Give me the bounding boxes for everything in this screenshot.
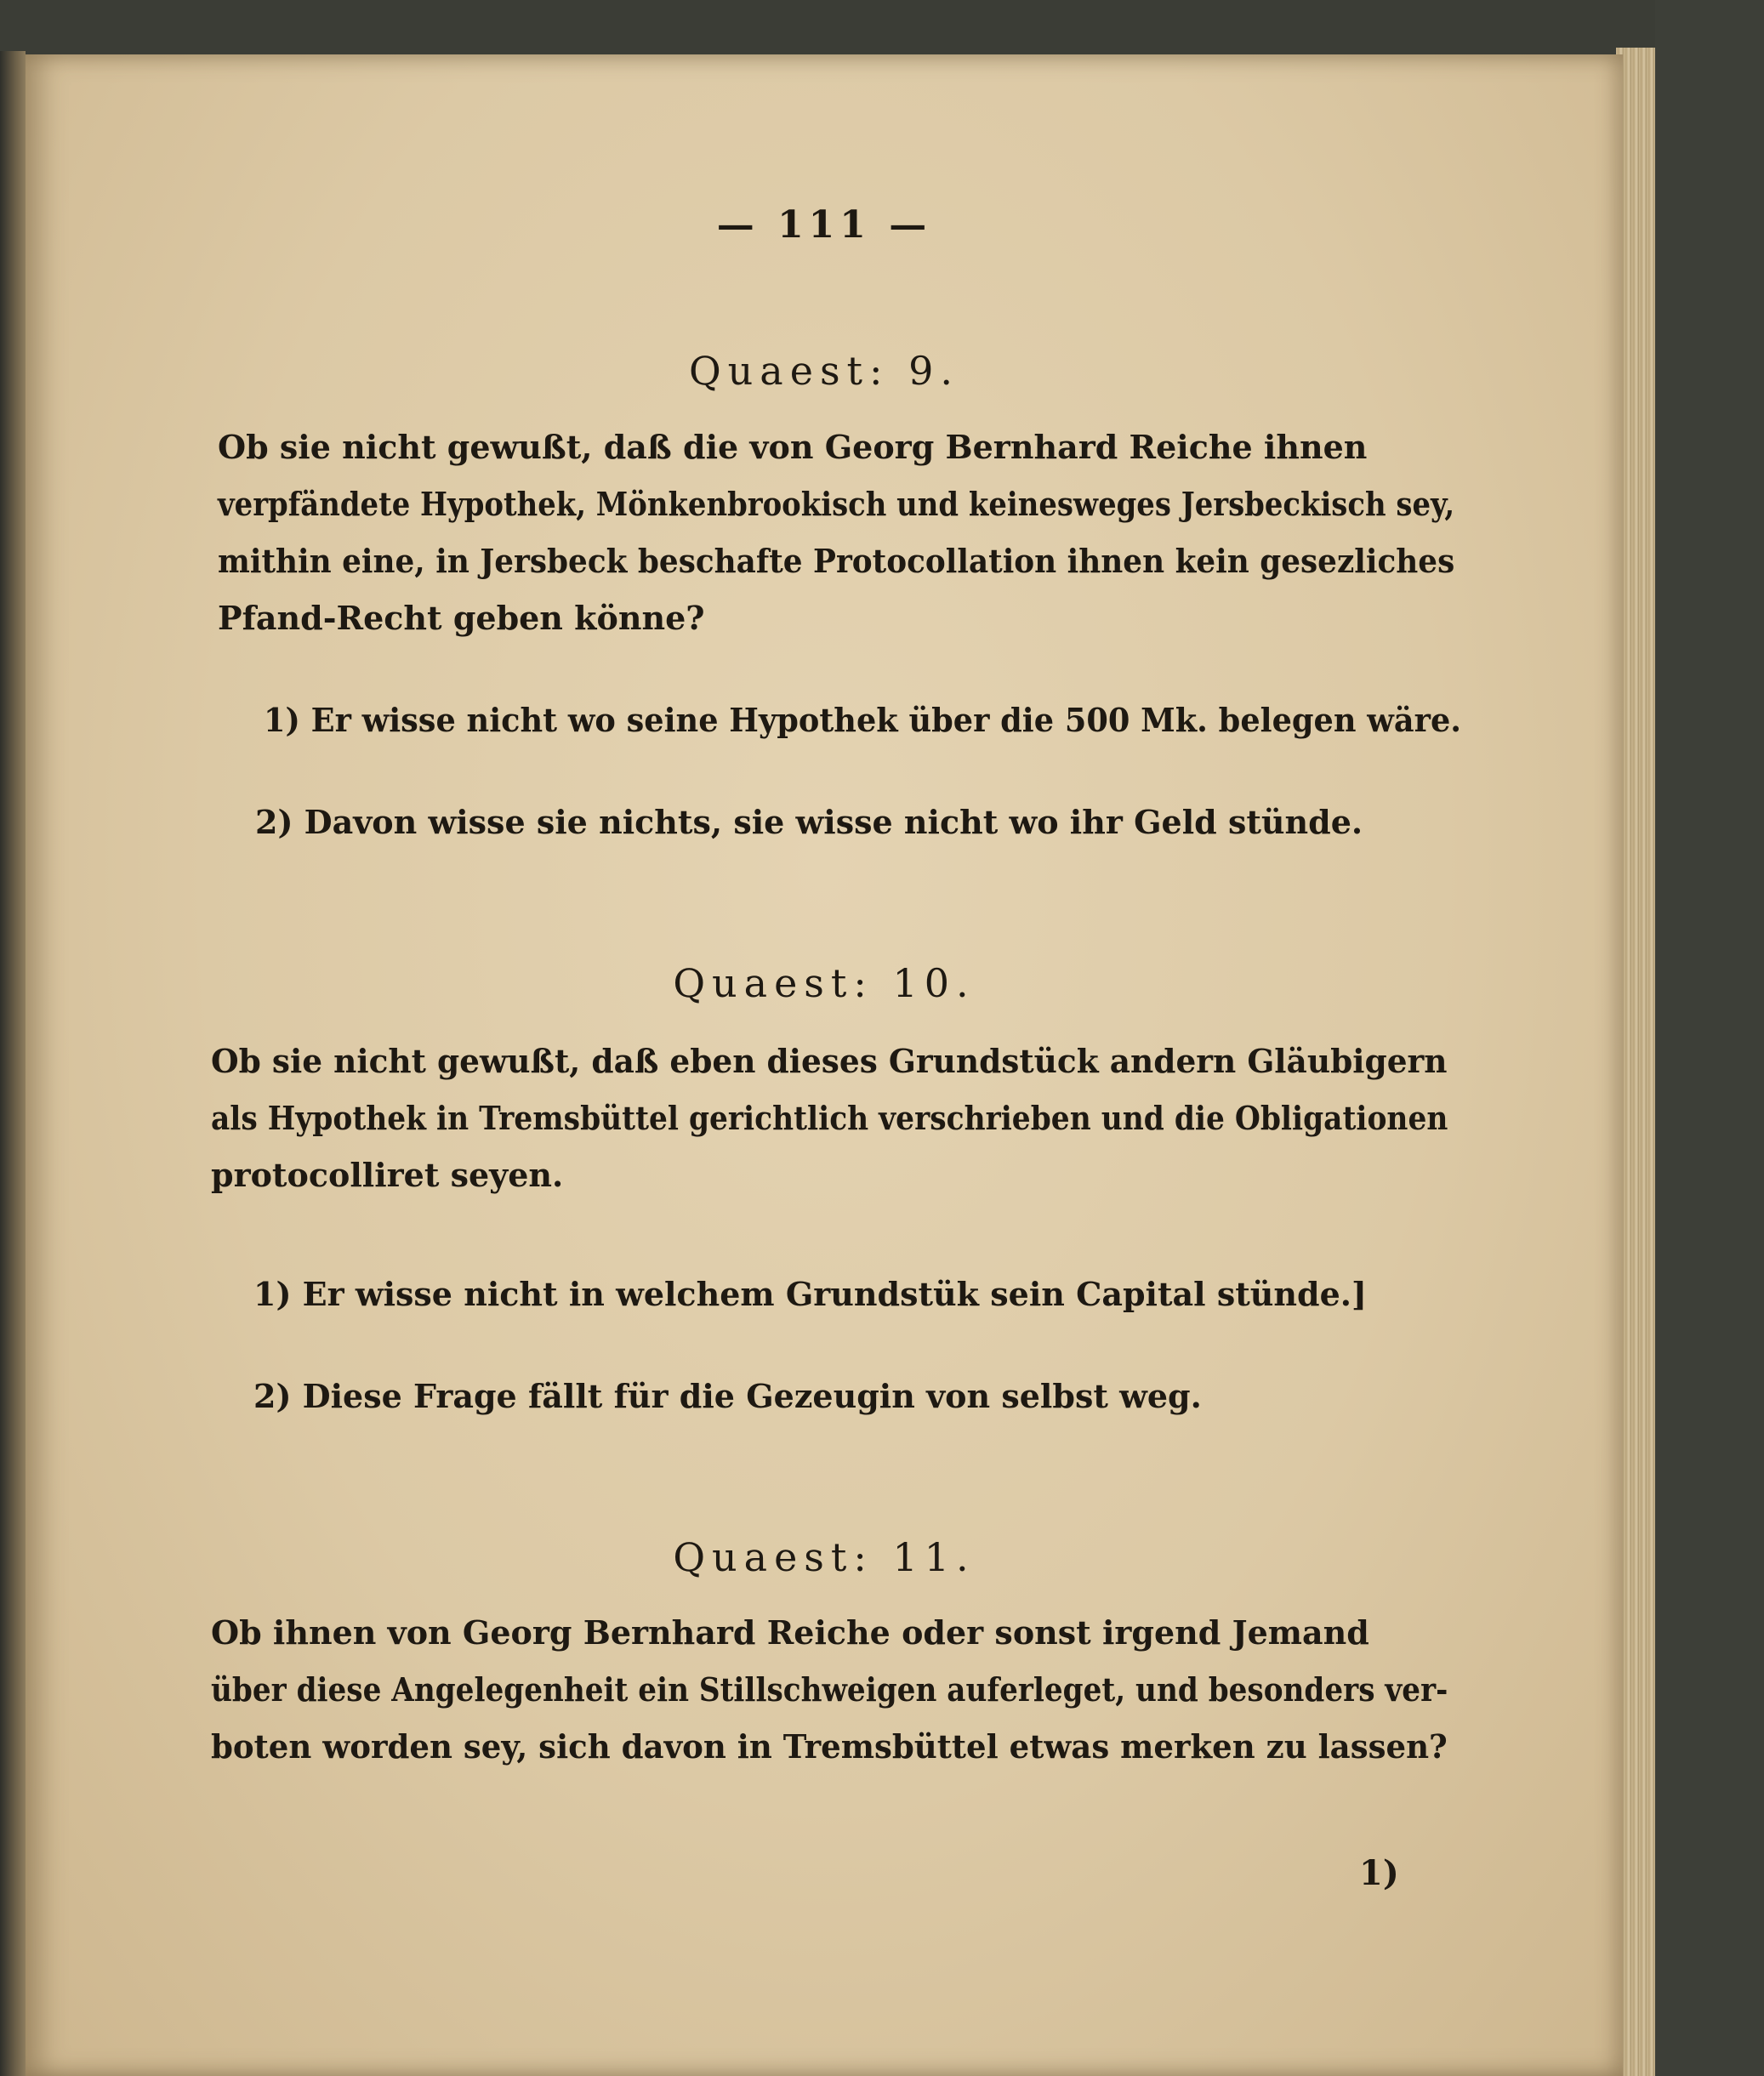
question-11-line-3: boten worden sey, sich davon in Tremsbüttel etwas merken zu lassen? <box>211 1727 1448 1766</box>
section-heading-quaest-11: Quaest: 11. <box>673 1534 976 1580</box>
catchword: 1) <box>1359 1853 1399 1893</box>
answer-9-1: 1) Er wisse nicht wo seine Hypothek über die 500 Mk. belegen wäre. <box>264 701 1462 739</box>
question-10-line-1: Ob sie nicht gewußt, daß eben dieses Grundstück andern Gläubigern <box>211 1042 1448 1080</box>
question-10-line-2: als Hypothek in Tremsbüttel gerichtlich verschrieben und die Obligationen <box>211 1099 1448 1137</box>
question-paragraph-9 <box>218 418 1454 646</box>
book-page <box>26 54 1623 2076</box>
question-9-line-2: verpfändete Hypothek, Mönkenbrookisch und keinesweges Jersbeckisch sey, <box>218 485 1455 523</box>
section-heading-quaest-9: Quaest: 9. <box>688 348 960 394</box>
question-11-line-2: über diese Angelegenheit ein Stillschweigen auferleget, und besonders ver- <box>211 1670 1448 1709</box>
scan-background-right <box>1655 0 1764 2076</box>
answer-9-2: 2) Davon wisse sie nichts, sie wisse nicht wo ihr Geld stünde. <box>255 803 1363 841</box>
question-paragraph-10 <box>211 1032 1448 1203</box>
question-9-line-4: Pfand-Recht geben könne? <box>218 599 705 637</box>
question-9-line-3: mithin eine, in Jersbeck beschafte Protocollation ihnen kein gesezliches <box>218 542 1455 580</box>
question-paragraph-11 <box>211 1604 1448 1775</box>
previous-page-edge <box>0 51 26 2076</box>
page-number: — 111 — <box>716 203 932 247</box>
answer-10-2: 2) Diese Frage fällt für die Gezeugin von selbst weg. <box>253 1377 1202 1415</box>
question-11-line-1: Ob ihnen von Georg Bernhard Reiche oder sonst irgend Jemand <box>211 1613 1369 1652</box>
question-9-line-1: Ob sie nicht gewußt, daß die von Georg Bernhard Reiche ihnen <box>218 428 1368 466</box>
answer-10-1: 1) Er wisse nicht in welchem Grundstük sein Capital stünde.] <box>253 1275 1367 1313</box>
section-heading-quaest-10: Quaest: 10. <box>673 960 976 1006</box>
scan-background-top <box>0 0 1655 54</box>
question-10-line-3: protocolliret seyen. <box>211 1156 564 1194</box>
